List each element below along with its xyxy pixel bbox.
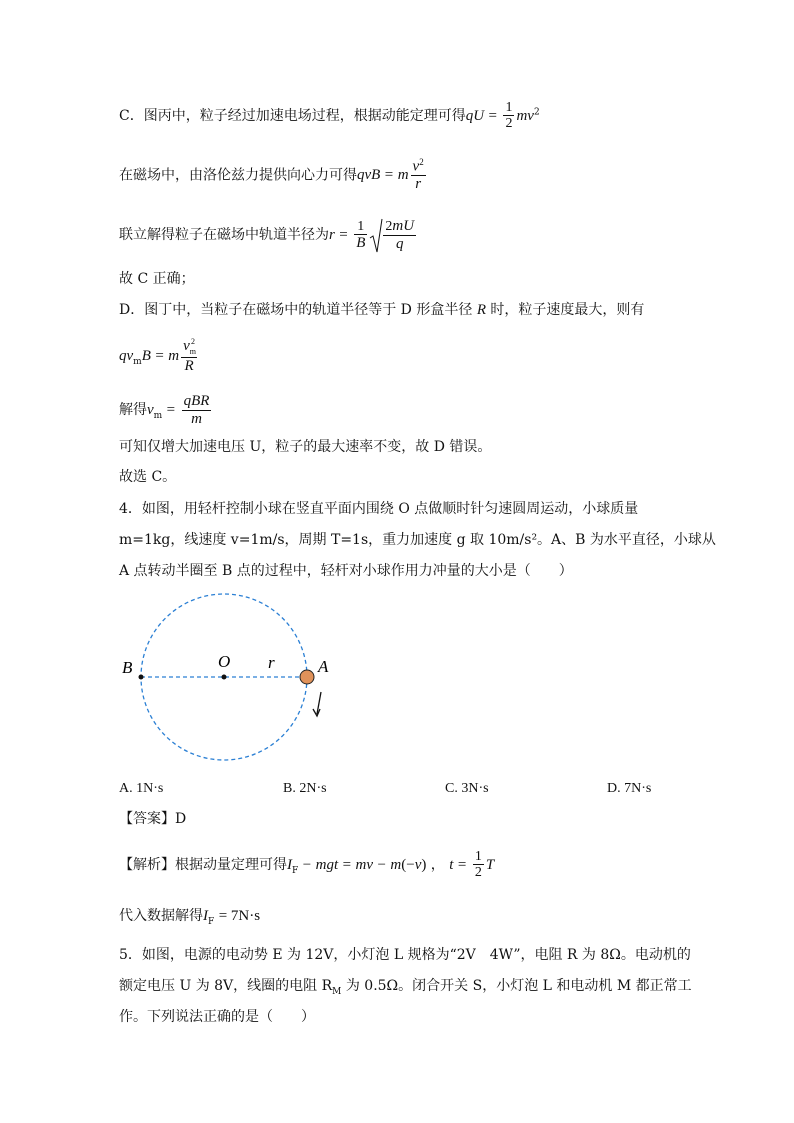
d-var-r: R [476, 302, 486, 318]
option-c-text: C．图丙中，粒子经过加速电场过程，根据动能定理可得 [119, 107, 466, 124]
solve-vm-text: 解得 [119, 402, 147, 418]
label-r: r [268, 653, 275, 672]
solve-vm-line [119, 393, 213, 427]
q5-line-2-sub: M [332, 986, 342, 997]
impulse-result: $I_F = 7N\cdot s$ [203, 908, 261, 927]
d-text-a: D．图丁中，当粒子在磁场中的轨道半径等于 D 形盒半径 [119, 302, 477, 318]
option-c-explanation [119, 100, 540, 132]
momentum-equation: $I_F$ − mgt = mv − m(−v) ， t = $\frac{1}{2}$ T [287, 849, 495, 881]
choose-line: 故选 C。 [119, 469, 177, 485]
lorentz-equation: qvB = m $\frac{v^2}{r}$ [357, 157, 424, 193]
analysis-text: 【解析】根据动量定理可得 [119, 856, 287, 873]
substitute-text: 代入数据解得 [119, 908, 203, 924]
option-c: C. 3N·s [445, 781, 489, 796]
option-b: B. 2N·s [283, 781, 327, 796]
lorentz-text: 在磁场中，由洛伦兹力提供向心力可得 [119, 167, 357, 184]
q5-line-2 [119, 979, 692, 997]
q4-line-2: m=1kg，线速度 v=1m/s，周期 T=1s，重力加速度 g 取 10m/s²。A、B 为水平直径，小球从 [119, 532, 716, 548]
point-o-dot [222, 675, 227, 680]
label-b: B [122, 658, 133, 677]
radius-text: 联立解得粒子在磁场中轨道半径为 [119, 227, 329, 243]
max-speed-equation: $qv_mB = m$ $\frac{v_m^2}{R}$ [119, 337, 197, 374]
option-d-explanation [119, 303, 644, 318]
analysis-line [119, 849, 494, 881]
q5-line-1: 5．如图，电源的电动势 E 为 12V，小灯泡 L 规格为“2V 4W”，电阻 R 为 8Ω。电动机的 [119, 947, 691, 963]
option-d: D. 7N·s [607, 781, 652, 796]
vm-equation: $v_m$ = $\frac{\text{qBR}}{m}$ [147, 393, 210, 427]
lorentz-force-line [119, 158, 428, 193]
label-o: O [218, 652, 231, 671]
q5-line-2-a: 额定电压 U 为 8V，线圈的电阻 R [119, 978, 333, 994]
q5-line-2-b: 为 0.5Ω。闭合开关 S，小灯泡 L 和电动机 M 都正常工 [341, 978, 692, 994]
ball [300, 670, 314, 684]
radius-line [119, 218, 416, 252]
q4-line-3: A 点转动半圈至 B 点的过程中，轻杆对小球作用力冲量的大小是（ ） [119, 563, 573, 579]
answer-line: 【答案】D [119, 811, 187, 827]
kinetic-energy-equation: qU = $\frac{1}{2}$ $mv^2$ [465, 100, 540, 132]
q5-line-3: 作。下列说法正确的是（ ） [119, 1009, 315, 1025]
d-text-b: 时，粒子速度最大，则有 [485, 302, 645, 318]
radius-equation: r = $\frac{1}{B}$ $\frac{2mU}{q}$ [329, 218, 415, 252]
c-correct-line: 故 C 正确； [119, 271, 195, 287]
d-conclusion: 可知仅增大加速电压 U，粒子的最大速率不变，故 D 错误。 [119, 439, 492, 455]
substitute-line [119, 909, 260, 927]
option-a: A. 1N·s [119, 781, 164, 796]
q4-line-1: 4．如图，用轻杆控制小球在竖直平面内围绕 O 点做顺时针匀速圆周运动，小球质量 [119, 501, 639, 517]
point-b-dot [139, 675, 144, 680]
label-a: A [318, 657, 329, 676]
circular-motion-diagram [115, 588, 355, 768]
